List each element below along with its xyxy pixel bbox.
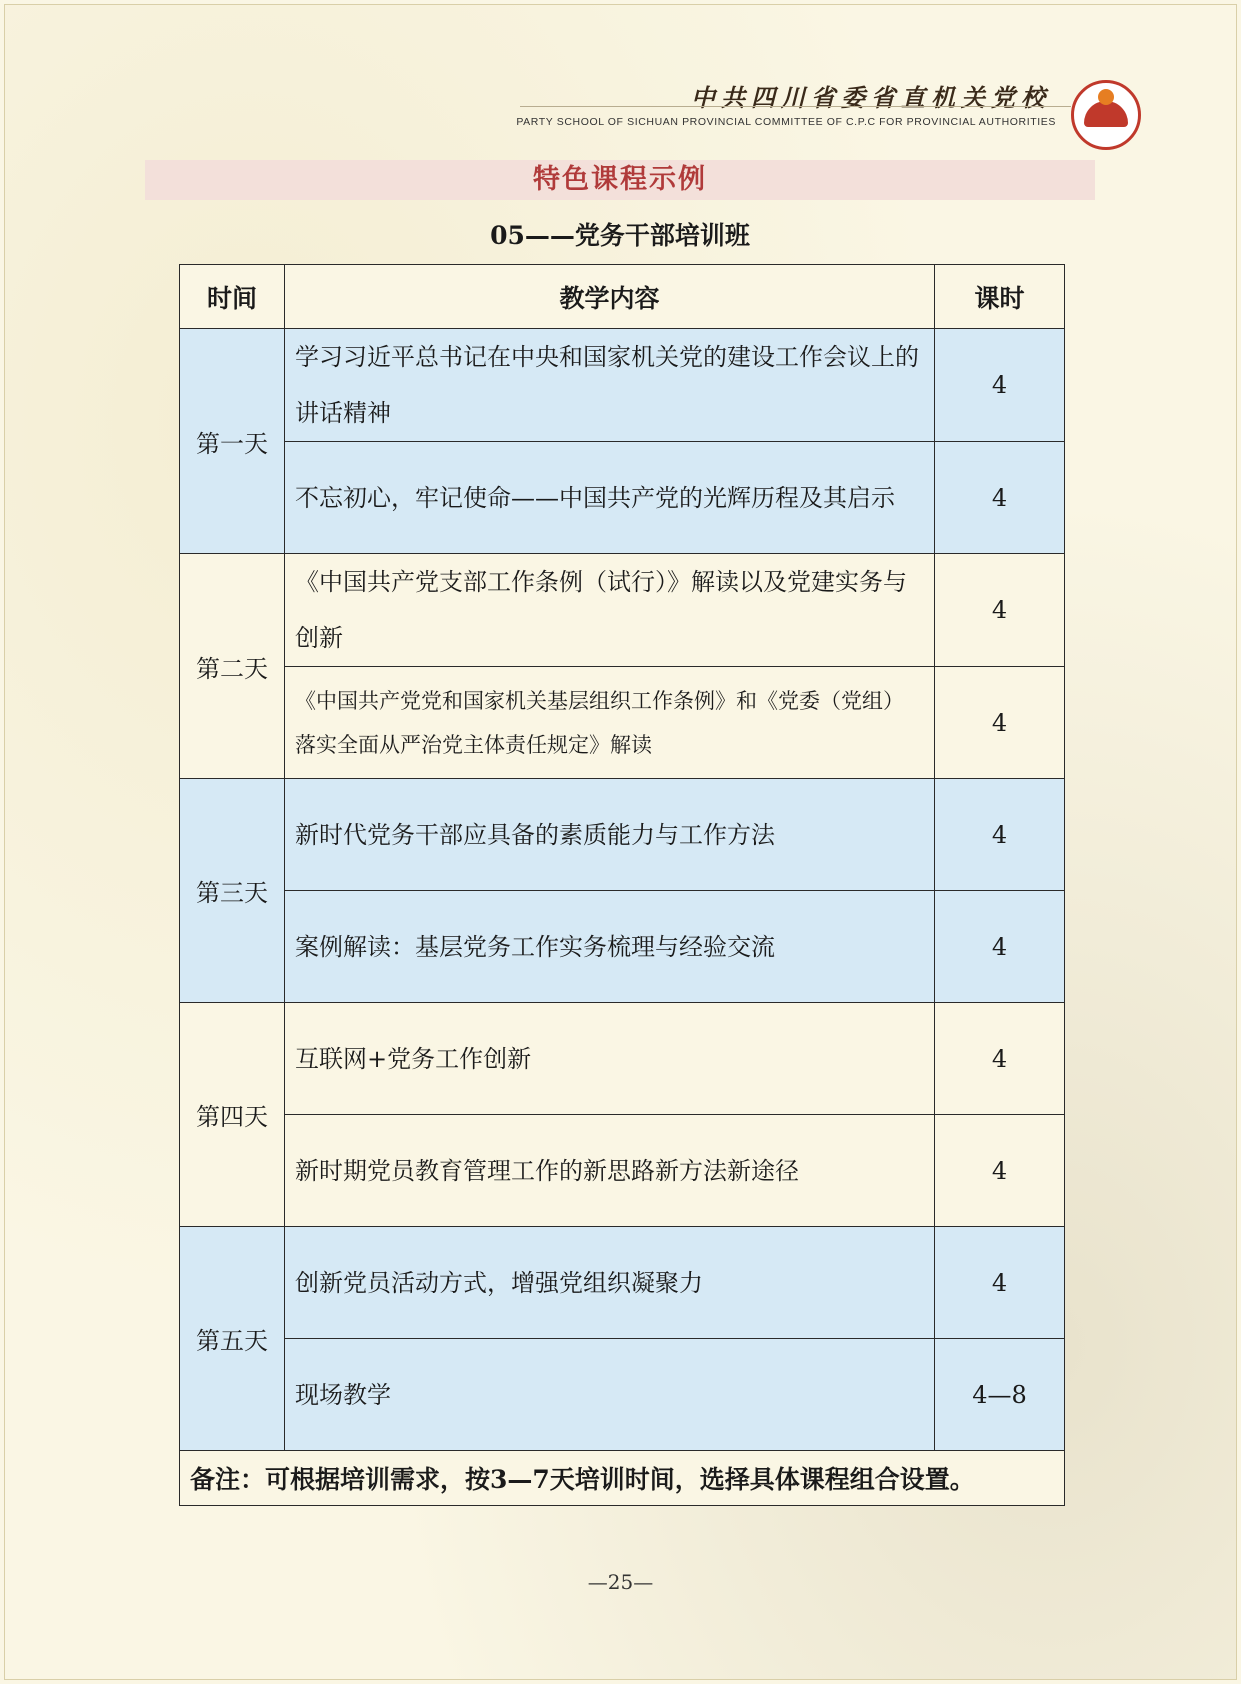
table-row [180,779,1065,891]
day-cell: 第四天 [180,1003,285,1227]
content-cell: 现场教学 [285,1339,935,1451]
hours-cell: 4 [935,1115,1065,1227]
header-divider [520,106,1071,107]
day-cell: 第一天 [180,329,285,554]
hours-cell: 4 [935,1227,1065,1339]
content-cell: 《中国共产党党和国家机关基层组织工作条例》和《党委（党组）落实全面从严治党主体责任规定》解读 [285,667,935,779]
content-cell: 学习习近平总书记在中央和国家机关党的建设工作会议上的讲话精神 [285,329,935,442]
hours-cell: 4 [935,1003,1065,1115]
table-row [180,329,1065,442]
hours-cell: 4 [935,329,1065,442]
page-title: 特色课程示例 [533,164,707,195]
content-cell: 不忘初心，牢记使命——中国共产党的光辉历程及其启示 [285,442,935,554]
hours-cell: 4—8 [935,1339,1065,1451]
hours-cell: 4 [935,891,1065,1003]
content-cell: 创新党员活动方式，增强党组织凝聚力 [285,1227,935,1339]
school-name-cn: 中共四川省委省直机关党校 [691,83,1051,112]
content-cell: 案例解读：基层党务工作实务梳理与经验交流 [285,891,935,1003]
note-row [180,1451,1065,1506]
header-content: 教学内容 [285,265,935,329]
table-note: 备注：可根据培训需求，按3—7天培训时间，选择具体课程组合设置。 [180,1451,1065,1506]
content-cell: 互联网+党务工作创新 [285,1003,935,1115]
page-number: —25— [587,1570,654,1594]
header-time: 时间 [180,265,285,329]
day-cell: 第五天 [180,1227,285,1451]
table-row [180,667,1065,779]
content-cell: 新时代党务干部应具备的素质能力与工作方法 [285,779,935,891]
table-row [180,1003,1065,1115]
table-row [180,442,1065,554]
hours-cell: 4 [935,667,1065,779]
header-hours: 课时 [935,265,1065,329]
course-title: 05——党务干部培训班 [490,221,750,250]
table-row [180,1227,1065,1339]
table-row [180,1115,1065,1227]
content-cell: 新时期党员教育管理工作的新思路新方法新途径 [285,1115,935,1227]
hours-cell: 4 [935,779,1065,891]
school-name-en: PARTY SCHOOL OF SICHUAN PROVINCIAL COMMITTEE OF C.P.C FOR PROVINCIAL AUTHORITIES [516,116,1056,128]
table-row [180,554,1065,667]
content-cell: 《中国共产党支部工作条例（试行）》解读以及党建实务与创新 [285,554,935,667]
school-logo-icon [1071,80,1141,150]
table-row [180,891,1065,1003]
table-row [180,1339,1065,1451]
course-table [179,264,1065,1506]
day-cell: 第二天 [180,554,285,779]
hours-cell: 4 [935,554,1065,667]
day-cell: 第三天 [180,779,285,1003]
hours-cell: 4 [935,442,1065,554]
